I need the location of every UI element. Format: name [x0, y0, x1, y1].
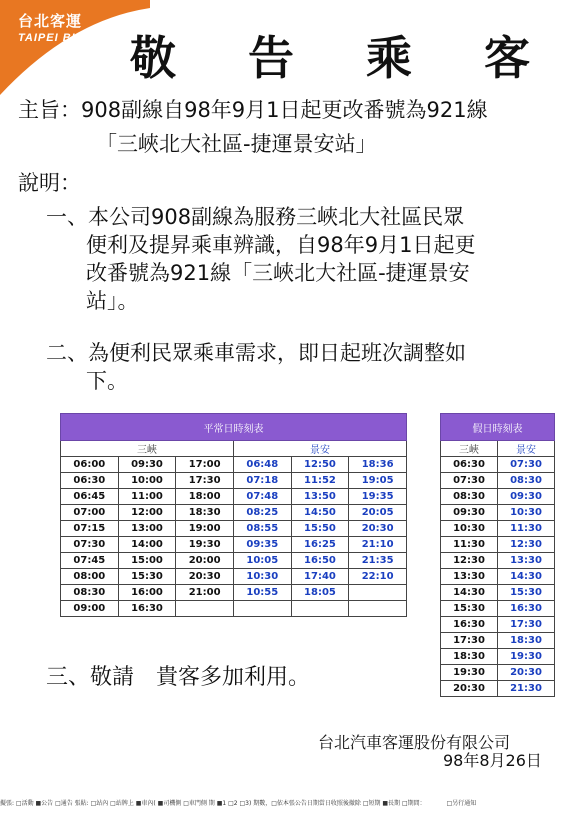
posting-footer: 擬張: □活動 ■公告 □通告 張貼: □站內 □站牌上 ■車內( ■司機側 □車門側 期 ■1 □2 □3) 期數，□依本張公告日期當日收照後撤除 □短期 ■長期 □期間： □另行通知	[0, 800, 477, 807]
table-row	[441, 665, 555, 681]
notice-date: 98年8月26日	[443, 751, 542, 770]
timetable-cell: 19:30	[498, 649, 555, 665]
timetable-cell: 07:00	[61, 505, 119, 521]
timetable-cell	[349, 585, 407, 601]
table-row	[61, 473, 407, 489]
timetable-cell: 15:50	[291, 521, 349, 537]
timetable-cell: 13:30	[441, 569, 498, 585]
notice-title: 敬 告 乘 客	[130, 31, 559, 85]
taipei-bus-logo	[0, 0, 150, 95]
timetable-cell	[291, 601, 349, 617]
timetable-cell: 11:52	[291, 473, 349, 489]
timetable-cell: 10:00	[118, 473, 176, 489]
table-row	[61, 585, 407, 601]
paragraph-1	[46, 203, 566, 315]
explanation-label: 說明：	[18, 171, 81, 195]
timetable-cell	[349, 601, 407, 617]
timetable-cell: 08:55	[233, 521, 291, 537]
timetable-cell: 17:30	[498, 617, 555, 633]
table-row	[441, 649, 555, 665]
holiday-col-jingan: 景安	[498, 441, 555, 457]
timetable-cell: 08:25	[233, 505, 291, 521]
timetable-cell: 07:15	[61, 521, 119, 537]
timetable-cell: 16:25	[291, 537, 349, 553]
timetable-cell: 20:30	[441, 681, 498, 697]
timetable-cell: 14:00	[118, 537, 176, 553]
timetable-cell: 21:35	[349, 553, 407, 569]
table-row	[441, 601, 555, 617]
timetable-cell: 18:05	[291, 585, 349, 601]
timetable-cell: 16:30	[441, 617, 498, 633]
table-row	[441, 457, 555, 473]
timetable-cell: 19:30	[176, 537, 234, 553]
timetable-cell: 06:00	[61, 457, 119, 473]
timetable-cell: 08:30	[61, 585, 119, 601]
timetable-cell: 19:00	[176, 521, 234, 537]
timetable-cell: 13:00	[118, 521, 176, 537]
timetable-cell: 18:30	[176, 505, 234, 521]
timetable-cell: 20:00	[176, 553, 234, 569]
table-row	[441, 553, 555, 569]
timetable-cell: 08:00	[61, 569, 119, 585]
timetable-cell: 13:30	[498, 553, 555, 569]
table-row	[61, 489, 407, 505]
timetable-cell: 09:30	[498, 489, 555, 505]
timetable-cell: 11:30	[498, 521, 555, 537]
subject-line-1: 主旨：908副線自98年9月1日起更改番號為921線	[18, 98, 488, 122]
weekday-col-jingan: 景安	[233, 441, 406, 457]
weekday-timetable-title: 平常日時刻表	[61, 414, 407, 441]
timetable-cell: 22:10	[349, 569, 407, 585]
timetable-cell: 17:40	[291, 569, 349, 585]
paragraph-1-line3: 改番號為921線「三峽北大社區-捷運景安	[86, 261, 470, 285]
timetable-cell: 06:45	[61, 489, 119, 505]
table-row	[441, 473, 555, 489]
timetable-cell: 11:30	[441, 537, 498, 553]
table-row	[441, 521, 555, 537]
timetable-cell: 21:00	[176, 585, 234, 601]
table-row	[441, 537, 555, 553]
timetable-cell: 07:30	[498, 457, 555, 473]
timetable-cell: 16:50	[291, 553, 349, 569]
paragraph-1-num: 一、	[46, 205, 88, 229]
timetable-cell: 09:35	[233, 537, 291, 553]
table-row	[441, 585, 555, 601]
timetable-cell: 09:30	[118, 457, 176, 473]
timetable-cell: 17:30	[441, 633, 498, 649]
timetable-cell: 21:10	[349, 537, 407, 553]
timetable-cell: 07:48	[233, 489, 291, 505]
logo-chinese-text: 台北客運	[18, 12, 83, 30]
timetable-cell: 07:18	[233, 473, 291, 489]
timetable-cell: 20:30	[349, 521, 407, 537]
timetable-cell: 16:30	[118, 601, 176, 617]
timetable-cell: 12:50	[291, 457, 349, 473]
timetable-cell: 17:30	[176, 473, 234, 489]
timetable-cell: 10:30	[441, 521, 498, 537]
timetable-cell: 07:45	[61, 553, 119, 569]
timetable-cell: 10:55	[233, 585, 291, 601]
timetable-cell: 12:30	[441, 553, 498, 569]
table-row	[441, 633, 555, 649]
paragraph-2-num: 二、	[46, 341, 88, 365]
timetable-cell: 10:30	[498, 505, 555, 521]
timetable-cell: 11:00	[118, 489, 176, 505]
timetable-cell: 14:30	[498, 569, 555, 585]
timetable-cell: 14:30	[441, 585, 498, 601]
holiday-col-sanxia: 三峽	[441, 441, 498, 457]
paragraph-3: 三、敬請 貴客多加利用。	[46, 665, 311, 690]
table-row	[61, 553, 407, 569]
timetable-cell: 15:30	[118, 569, 176, 585]
timetable-cell: 20:30	[498, 665, 555, 681]
timetable-cell: 12:30	[498, 537, 555, 553]
timetable-cell: 06:48	[233, 457, 291, 473]
table-row	[61, 569, 407, 585]
table-row	[441, 505, 555, 521]
paragraph-1-line2: 便利及提昇乘車辨識，自98年9月1日起更	[86, 233, 476, 257]
timetable-cell: 07:30	[61, 537, 119, 553]
timetable-cell: 19:05	[349, 473, 407, 489]
timetable-cell: 09:30	[441, 505, 498, 521]
holiday-timetable	[440, 413, 555, 697]
paragraph-2-line1: 為便利民眾乘車需求，即日起班次調整如	[88, 341, 466, 365]
table-row	[61, 505, 407, 521]
timetable-cell: 19:30	[441, 665, 498, 681]
paragraph-1-line1: 本公司908副線為服務三峽北大社區民眾	[88, 205, 465, 229]
timetable-cell: 15:30	[498, 585, 555, 601]
timetable-cell: 08:30	[441, 489, 498, 505]
subject-line-2: 「三峽北大社區-捷運景安站」	[96, 132, 377, 156]
table-row	[61, 457, 407, 473]
table-row	[441, 489, 555, 505]
table-row	[61, 521, 407, 537]
timetable-cell: 10:05	[233, 553, 291, 569]
table-row	[441, 681, 555, 697]
timetable-cell: 08:30	[498, 473, 555, 489]
timetable-cell: 09:00	[61, 601, 119, 617]
table-row	[61, 601, 407, 617]
timetable-cell: 18:00	[176, 489, 234, 505]
paragraph-2	[46, 339, 566, 395]
timetable-cell: 16:00	[118, 585, 176, 601]
weekday-col-sanxia: 三峽	[61, 441, 234, 457]
timetable-cell: 18:36	[349, 457, 407, 473]
company-name: 台北汽車客運股份有限公司	[318, 733, 511, 752]
holiday-timetable-title: 假日時刻表	[441, 414, 555, 441]
timetable-cell: 18:30	[441, 649, 498, 665]
table-row	[61, 537, 407, 553]
timetable-cell: 16:30	[498, 601, 555, 617]
timetable-cell: 19:35	[349, 489, 407, 505]
timetable-cell: 10:30	[233, 569, 291, 585]
timetable-cell: 15:00	[118, 553, 176, 569]
timetable-cell: 15:30	[441, 601, 498, 617]
timetable-cell: 06:30	[441, 457, 498, 473]
paragraph-2-line2: 下。	[86, 369, 128, 393]
timetable-cell: 20:30	[176, 569, 234, 585]
timetable-cell: 13:50	[291, 489, 349, 505]
table-row	[441, 569, 555, 585]
timetable-cell: 17:00	[176, 457, 234, 473]
timetable-cell: 12:00	[118, 505, 176, 521]
timetable-cell: 18:30	[498, 633, 555, 649]
weekday-timetable	[60, 413, 407, 617]
timetable-cell: 06:30	[61, 473, 119, 489]
timetable-cell	[176, 601, 234, 617]
logo-english-text: TAIPEI BUS	[18, 32, 89, 44]
timetable-cell	[233, 601, 291, 617]
timetable-cell: 21:30	[498, 681, 555, 697]
table-row	[441, 617, 555, 633]
timetable-cell: 20:05	[349, 505, 407, 521]
paragraph-1-line4: 站」。	[86, 289, 139, 313]
timetable-cell: 14:50	[291, 505, 349, 521]
timetable-cell: 07:30	[441, 473, 498, 489]
